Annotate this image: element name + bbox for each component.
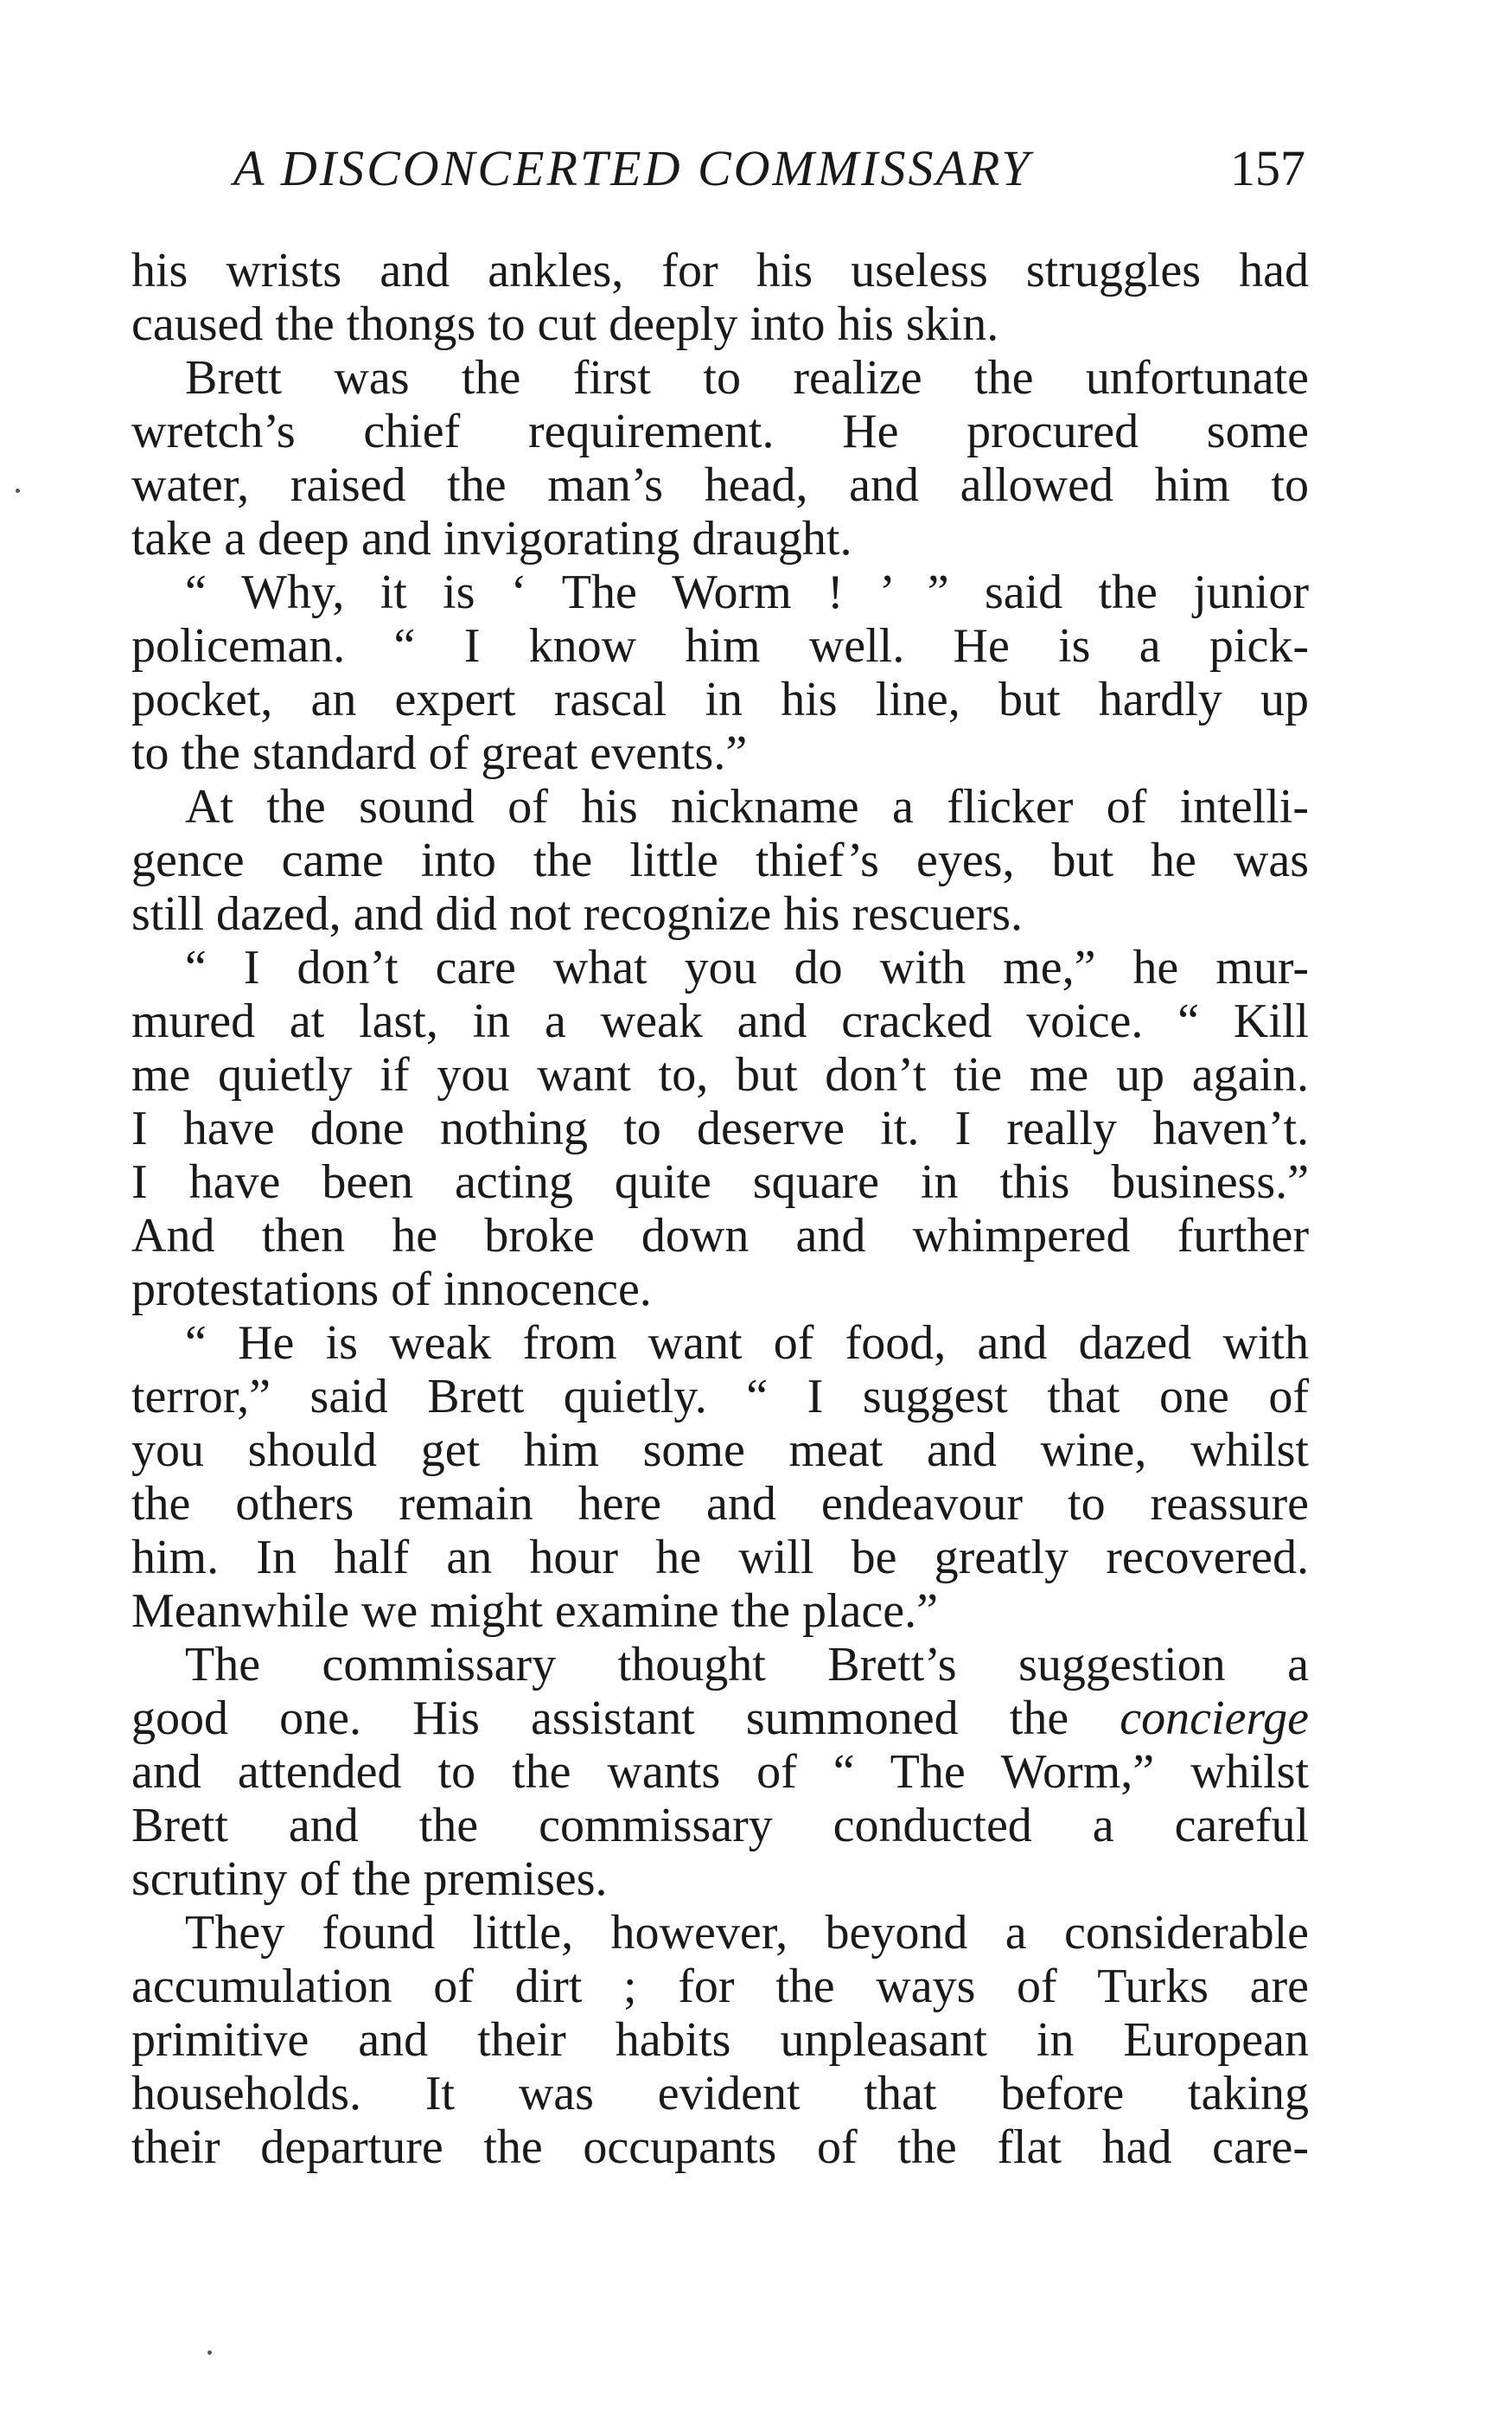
text-line: take a deep and invigorating draught. — [131, 512, 852, 566]
text-line: his wrists and ankles, for his useless struggles had — [131, 244, 1309, 297]
text-line: households. It was evident that before taking — [131, 2067, 1309, 2120]
text-line: mured at last, in a weak and cracked voice. “ Kill — [131, 994, 1309, 1048]
italic-word: concierge — [1120, 1691, 1309, 1745]
text-line: and attended to the wants of “ The Worm,” whilst — [131, 1745, 1309, 1799]
text-line: wretch’s chief requirement. He procured some — [131, 405, 1309, 458]
text-line: scrutiny of the premises. — [131, 1852, 608, 1906]
text-line: terror,” said Brett quietly. “ I suggest that one of — [131, 1370, 1309, 1423]
text-line: They found little, however, beyond a considerable — [185, 1906, 1309, 1960]
print-speck — [207, 2350, 212, 2355]
text-line: him. In half an hour he will be greatly recovered. — [131, 1531, 1309, 1584]
text-line: good one. His assistant summoned the concierge — [131, 1691, 1309, 1745]
text-line: water, raised the man’s head, and allowed him to — [131, 458, 1309, 512]
text-line: still dazed, and did not recognize his rescuers. — [131, 887, 1023, 941]
text-line: protestations of innocence. — [131, 1263, 652, 1316]
text-line: “ Why, it is ‘ The Worm ! ’ ” said the junior — [185, 566, 1309, 619]
text-line: Brett and the commissary conducted a careful — [131, 1799, 1309, 1852]
text-line: the others remain here and endeavour to reassure — [131, 1477, 1309, 1531]
text-line: you should get him some meat and wine, whilst — [131, 1423, 1309, 1477]
text-line: accumulation of dirt ; for the ways of Turks are — [131, 1960, 1309, 2013]
running-head — [233, 138, 1305, 199]
text-line: primitive and their habits unpleasant in European — [131, 2013, 1309, 2067]
text-line: policeman. “ I know him well. He is a pick- — [131, 619, 1309, 673]
text-line: At the sound of his nickname a flicker of intelli- — [185, 780, 1309, 834]
text-line: “ He is weak from want of food, and dazed with — [185, 1316, 1309, 1370]
text-line: me quietly if you want to, but don’t tie me up again. — [131, 1048, 1309, 1102]
text-line: Brett was the first to realize the unfortunate — [185, 351, 1309, 405]
text-line: Meanwhile we might examine the place.” — [131, 1584, 938, 1638]
text-line: gence came into the little thief’s eyes, but he was — [131, 834, 1309, 887]
text-line: I have done nothing to deserve it. I really haven’t. — [131, 1102, 1309, 1155]
text-line: I have been acting quite square in this business.” — [131, 1155, 1309, 1209]
running-title: A DISCONCERTED COMMISSARY — [233, 140, 1032, 196]
page-number: 157 — [1230, 140, 1305, 196]
text-line: The commissary thought Brett’s suggestion a — [185, 1638, 1309, 1691]
text-line: to the standard of great events.” — [131, 726, 748, 780]
text-line: “ I don’t care what you do with me,” he mur- — [185, 941, 1309, 994]
text-line: pocket, an expert rascal in his line, but hardly up — [131, 673, 1309, 726]
body-text — [131, 244, 1309, 2174]
text-line: their departure the occupants of the flat had care- — [131, 2120, 1309, 2174]
text-line: And then he broke down and whimpered further — [131, 1209, 1309, 1263]
text-line: caused the thongs to cut deeply into his skin. — [131, 297, 999, 351]
print-speck — [16, 489, 20, 493]
